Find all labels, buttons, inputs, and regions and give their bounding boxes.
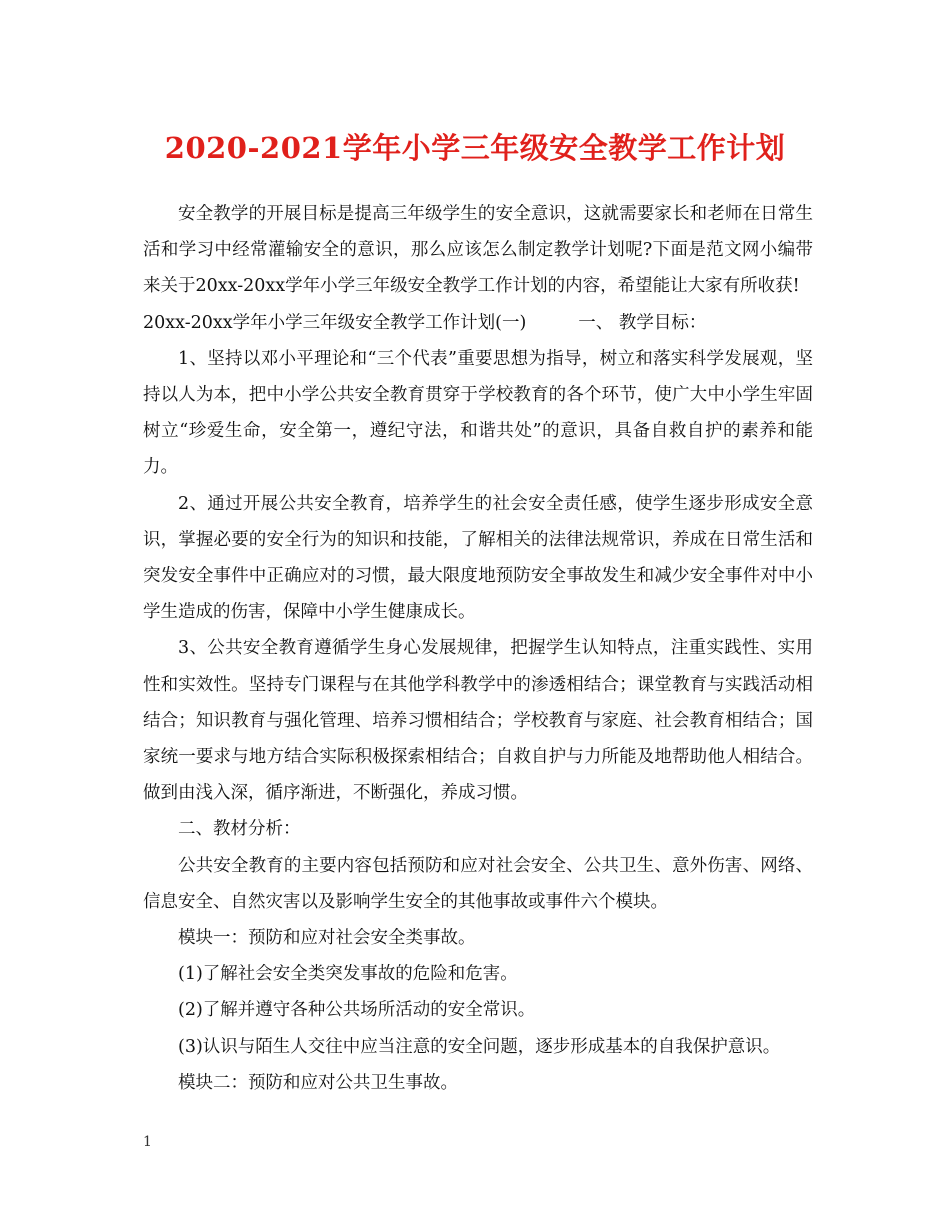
plan-heading-text: 20xx-20xx学年小学三年级安全教学工作计划(一) [143,312,527,333]
document-title: 2020-2021学年小学三年级安全教学工作计划 [164,131,786,165]
paragraph-goal-1: 1、坚持以邓小平理论和“三个代表”重要思想为指导，树立和落实科学发展观，坚持以人为本，把中小学公共安全教育贯穿于学校教育的各个环节，使广大中小学生牢固树立“珍爱生命，安全第一，遵纪守法，和谐共处”的意识，具备自救自护的素养和能力。 [143,348,813,478]
list-item-1: (1)了解社会安全类突发事故的危险和危害。 [178,964,518,985]
paragraph-goal-2: 2、通过开展公共安全教育，培养学生的社会安全责任感，使学生逐步形成安全意识，掌握必要的安全行为的知识和技能，了解相关的法律法规常识，养成在日常生活和突发安全事件中正确应对的习惯，最大限度地预防安全事故发生和减少安全事件对中小学生造成的伤害，保障中小学生健康成长。 [143,493,813,623]
list-item-2: (2)了解并遵守各种公共场所活动的安全常识。 [178,1000,536,1021]
paragraph-goal-3: 3、公共安全教育遵循学生身心发展规律，把握学生认知特点，注重实践性、实用性和实效性。坚持专门课程与在其他学科教学中的渗透相结合；课堂教育与实践活动相结合；知识教育与强化管理、培养习惯相结合；学校教育与家庭、社会教育相结合；国家统一要求与地方结合实际积极探索相结合；自救自护与力所能及地帮助他人相结合。做到由浅入深，循序渐进，不断强化，养成习惯。 [143,638,813,804]
page-number: 1 [143,1134,152,1150]
paragraph-content: 公共安全教育的主要内容包括预防和应对社会安全、公共卫生、意外伤害、网络、信息安全、自然灾害以及影响学生安全的其他事故或事件六个模块。 [143,855,813,912]
list-item-3: (3)认识与陌生人交往中应当注意的安全问题，逐步形成基本的自我保护意识。 [178,1036,781,1057]
module-2-heading: 模块二：预防和应对公共卫生事故。 [178,1072,458,1093]
section-2-heading: 二、教材分析： [178,819,301,840]
module-1-heading: 模块一：预防和应对社会安全类事故。 [178,928,476,949]
paragraph-intro: 安全教学的开展目标是提高三年级学生的安全意识，这就需要家长和老师在日常生活和学习中经常灌输安全的意识，那么应该怎么制定教学计划呢?下面是范文网小编带来关于20xx-20xx学年小学三年级安全教学工作计划的内容，希望能让大家有所收获! [143,204,813,297]
document-body [143,196,813,1101]
paragraph-plan-heading [143,305,813,341]
section-1-heading: 一、 教学目标： [578,312,707,333]
